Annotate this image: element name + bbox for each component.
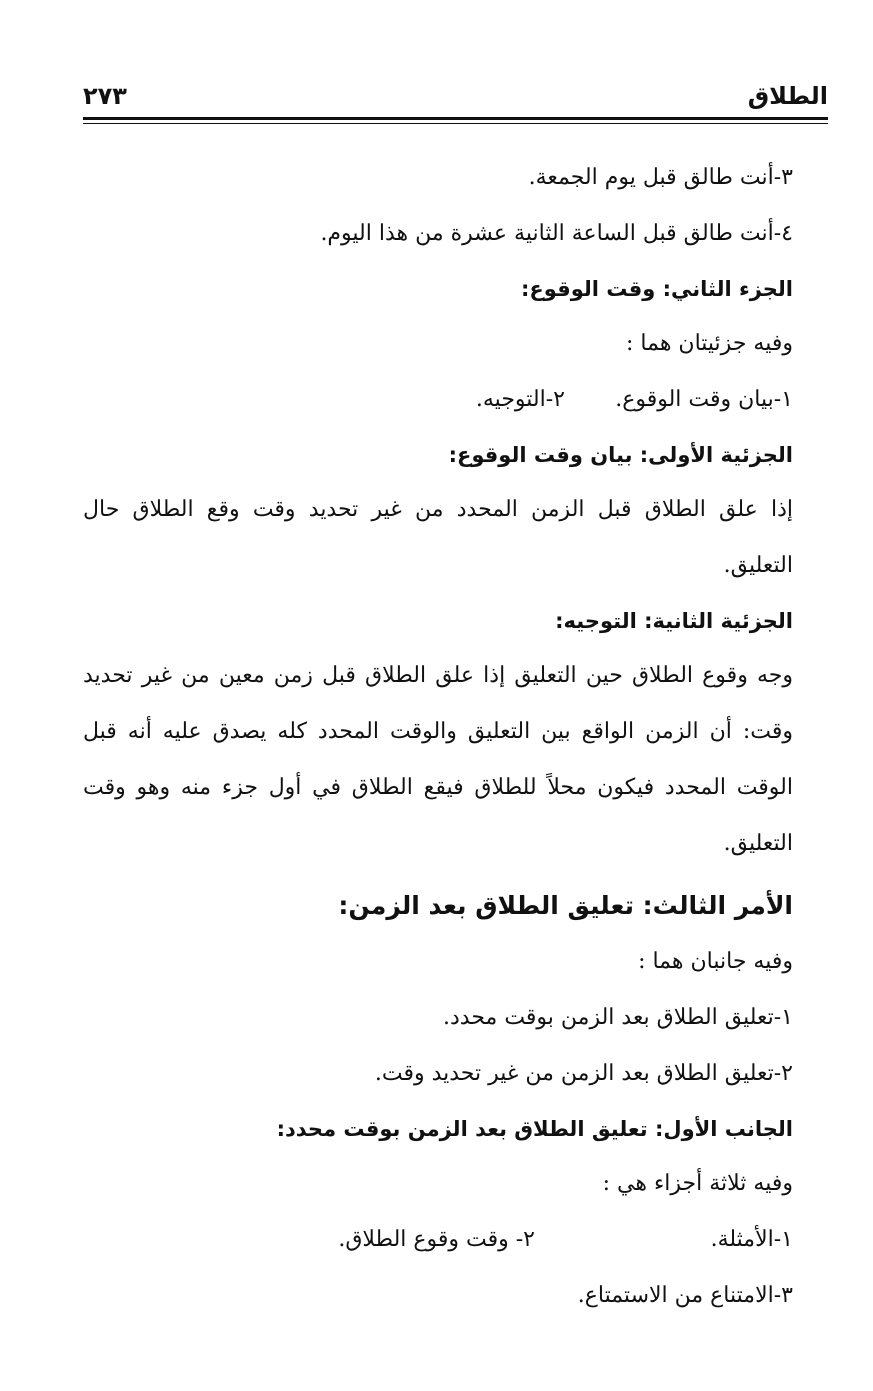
two-column-list <box>83 372 793 428</box>
section-heading: الجزئية الثانية: التوجيه: <box>555 609 793 633</box>
text-line: ١-تعليق الطلاق بعد الزمن بوقت محدد. <box>443 1005 793 1030</box>
text-line: وفيه جزئيتان هما : <box>626 331 793 356</box>
text-line: ٢-تعليق الطلاق بعد الزمن من غير تحديد وقت. <box>374 1061 793 1086</box>
section-heading: الجانب الأول: تعليق الطلاق بعد الزمن بوقت محدد: <box>276 1117 793 1141</box>
section-heading: الجزء الثاني: وقت الوقوع: <box>521 277 793 301</box>
section-heading: الجزئية الأولى: بيان وقت الوقوع: <box>448 443 793 467</box>
paragraph: وجه وقوع الطلاق حين التعليق إذا علق الطلاق قبل زمن معين من غير تحديد وقت: أن الزمن الواقع بين التعليق والوقت المحدد كله يصدق عليه أنه قبل الوقت المحدد فيكون محلاً للطلاق فيقع الطلاق في أول جزء منه وهو وقت التعليق. <box>83 663 793 856</box>
two-column-list <box>83 1212 793 1268</box>
list-item: ١-بيان وقت الوقوع. <box>615 387 793 412</box>
text-line: ٤-أنت طالق قبل الساعة الثانية عشرة من هذا اليوم. <box>320 221 793 246</box>
text-line: ٣-الامتناع من الاستمتاع. <box>577 1283 793 1308</box>
chapter-title: الطلاق <box>747 82 828 110</box>
page-number: ٢٧٣ <box>83 82 127 110</box>
list-item: ٢-التوجيه. <box>475 387 565 412</box>
text-line: ٣-أنت طالق قبل يوم الجمعة. <box>528 165 793 190</box>
list-item: ٢- وقت وقوع الطلاق. <box>338 1227 535 1252</box>
text-line: وفيه جانبان هما : <box>638 949 793 974</box>
page-body <box>83 150 793 1324</box>
paragraph: إذا علق الطلاق قبل الزمن المحدد من غير تحديد وقت وقع الطلاق حال التعليق. <box>83 497 793 578</box>
major-heading: الأمر الثالث: تعليق الطلاق بعد الزمن: <box>338 891 793 920</box>
list-item: ١-الأمثلة. <box>710 1227 793 1252</box>
text-line: وفيه ثلاثة أجزاء هي : <box>602 1171 793 1196</box>
header-rule-thick <box>83 117 828 120</box>
header-rule-thin <box>83 123 828 124</box>
running-header <box>83 82 828 118</box>
